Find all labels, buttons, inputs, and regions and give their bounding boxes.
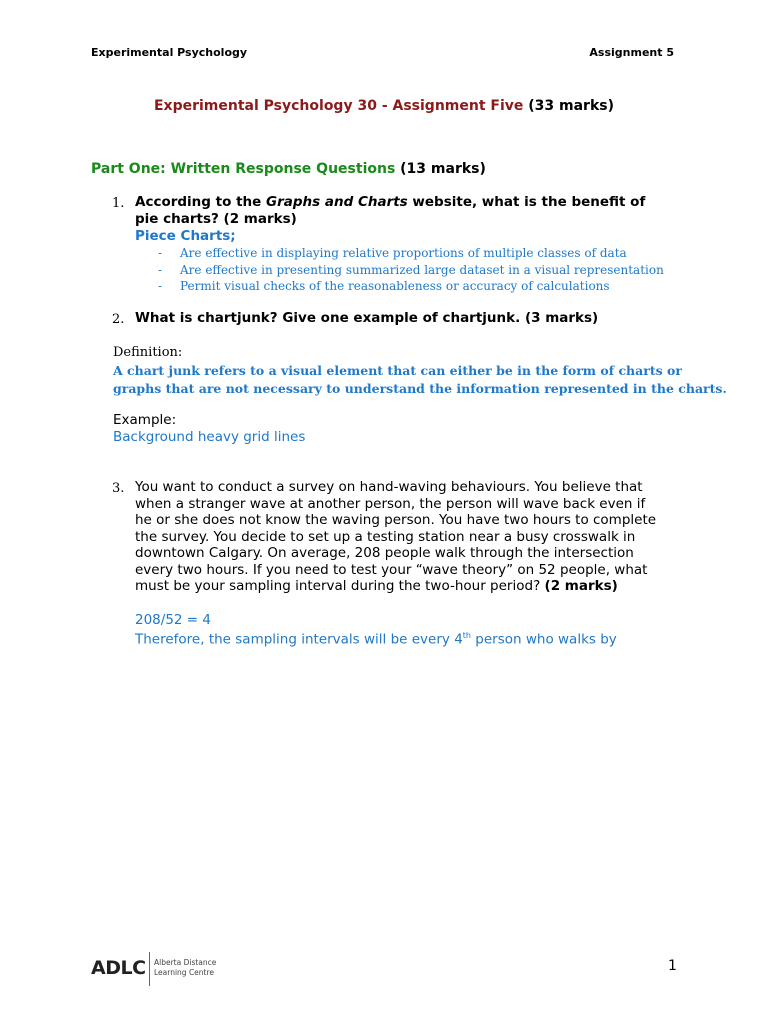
q1-text-line2: pie charts? (2 marks) <box>135 211 297 227</box>
header-left: Experimental Psychology <box>91 46 248 59</box>
part-one-label: Part One: Written Response Questions <box>91 161 396 177</box>
bullet-dash: - <box>158 246 163 260</box>
q2-definition-line2: graphs that are not necessary to understand the information represented in the charts. <box>113 381 727 396</box>
q3-answer-sup: th <box>462 631 471 640</box>
list-item <box>158 262 678 279</box>
q3-line: the survey. You decide to set up a testing station near a busy crosswalk in <box>135 528 636 545</box>
q3-line: You want to conduct a survey on hand-waving behaviours. You believe that <box>135 479 643 495</box>
bullet-dash: - <box>158 279 163 293</box>
q3-text <box>135 479 680 595</box>
q1-number: 1. <box>112 196 125 211</box>
q1-answer-heading: Piece Charts; <box>135 228 236 244</box>
adlc-logo-text: ADLC <box>91 957 146 979</box>
bullet-dash: - <box>158 262 163 277</box>
q3-line: when a stranger wave at another person, the person will wave back even if <box>135 495 646 512</box>
q1-text <box>135 194 645 211</box>
adlc-logo-subtitle <box>154 958 216 978</box>
page-number: 1 <box>668 958 677 974</box>
q3-answer-text <box>135 628 617 648</box>
q2-number: 2. <box>112 312 125 327</box>
list-item <box>158 278 678 295</box>
header-right: Assignment 5 <box>589 46 674 59</box>
q2-example-text: Background heavy grid lines <box>113 429 306 445</box>
q3-line: downtown Calgary. On average, 208 people walk through the intersection <box>135 545 634 561</box>
q3-answer-post: person who walks by <box>471 631 617 648</box>
q1-answer-list <box>158 245 678 295</box>
q3-answer-calc: 208/52 = 4 <box>135 612 211 628</box>
list-item <box>158 245 678 262</box>
title-main: Experimental Psychology 30 - Assignment Five <box>153 98 524 114</box>
logo-sub-line2: Learning Centre <box>154 968 215 977</box>
q3-line: he or she does not know the waving person. You have two hours to complete <box>135 512 657 528</box>
adlc-logo <box>91 952 217 988</box>
q2-definition-label: Definition: <box>113 345 183 360</box>
q2-text: What is chartjunk? Give one example of chartjunk. (3 marks) <box>135 310 599 326</box>
bullet-text: Are effective in presenting summarized large dataset in a visual representation <box>180 262 664 277</box>
q3-line: every two hours. If you need to test your “wave theory” on 52 people, what <box>135 561 648 578</box>
q3-number: 3. <box>112 481 125 496</box>
page-title <box>0 98 768 114</box>
q1-text-post: website, what is the benefit of <box>407 194 646 210</box>
q1-text-italic: Graphs and Charts <box>266 194 408 210</box>
q3-last-line <box>135 578 680 595</box>
logo-divider <box>149 952 150 986</box>
title-marks: (33 marks) <box>528 98 615 114</box>
q3-last-text: must be your sampling interval during the two-hour period? <box>135 578 541 594</box>
logo-sub-line1: Alberta Distance <box>154 958 217 967</box>
q3-answer-pre: Therefore, the sampling intervals will be every 4 <box>135 631 463 648</box>
part-one-marks: (13 marks) <box>400 161 486 177</box>
bullet-text: Permit visual checks of the reasonableness or accuracy of calculations <box>180 279 610 293</box>
part-one-heading <box>91 161 486 177</box>
q1-text-pre: According to the <box>135 194 266 210</box>
q2-example-label: Example: <box>113 412 177 428</box>
q2-definition-line1: A chart junk refers to a visual element that can either be in the form of charts or <box>113 363 682 378</box>
q3-marks: (2 marks) <box>544 578 618 594</box>
bullet-text: Are effective in displaying relative proportions of multiple classes of data <box>180 246 627 260</box>
